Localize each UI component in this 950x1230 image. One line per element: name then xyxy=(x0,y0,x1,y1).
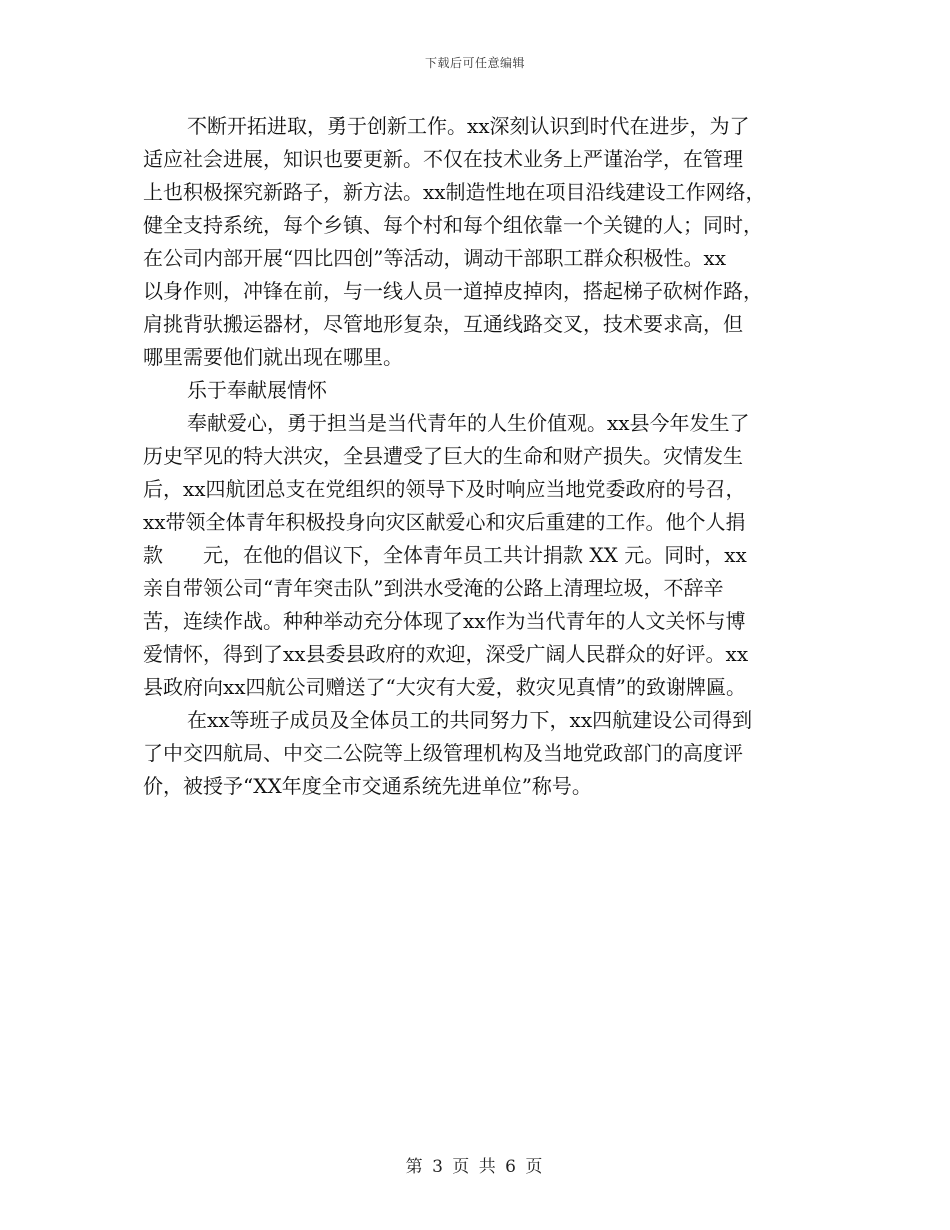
text-line: 后，xx四航团总支在党组织的领导下及时响应当地党委政府的号召， xyxy=(143,477,746,501)
text-line: 上也积极探究新路子，新方法。xx制造性地在项目沿线建设工作网络， xyxy=(143,180,766,204)
page-footer: 第 3 页 共 6 页 xyxy=(405,1157,545,1177)
text-line: 历史罕见的特大洪灾，全县遭受了巨大的生命和财产损失。灾情发生 xyxy=(143,444,743,468)
text-line: 哪里需要他们就出现在哪里。 xyxy=(143,345,403,369)
text-line: 在xx等班子成员及全体员工的共同努力下，xx四航建设公司得到 xyxy=(187,708,753,732)
text-line: 以身作则，冲锋在前，与一线人员一道掉皮掉肉，搭起梯子砍树作路， xyxy=(143,279,763,303)
text-line: xx带领全体青年积极投身向灾区献爱心和灾后重建的工作。他个人捐 xyxy=(143,510,746,534)
text-line: 价，被授予“XX年度全市交通系统先进单位”称号。 xyxy=(143,774,592,798)
text-line: 苦，连续作战。种种举动充分体现了xx作为当代青年的人文关怀与博 xyxy=(143,609,746,633)
text-line: 奉献爱心，勇于担当是当代青年的人生价值观。xx县今年发生了 xyxy=(187,411,750,435)
text-line: 肩挑背驮搬运器材，尽管地形复杂，互通线路交叉，技术要求高，但 xyxy=(143,312,743,336)
text-line: 乐于奉献展情怀 xyxy=(187,378,327,402)
text-line: 爱情怀，得到了xx县委县政府的欢迎，深受广阔人民群众的好评。xx xyxy=(143,642,749,666)
text-line: 健全支持系统，每个乡镇、每个村和每个组依靠一个关键的人；同时， xyxy=(143,213,763,237)
text-line: 在公司内部开展“四比四创”等活动，调动干部职工群众积极性。xx xyxy=(143,246,727,270)
text-line: 适应社会进展，知识也要更新。不仅在技术业务上严谨治学，在管理 xyxy=(143,147,743,171)
text-line: 县政府向xx四航公司赠送了“大灾有大爱，救灾见真情”的致谢牌匾。 xyxy=(143,675,747,699)
header-note: 下载后可任意编辑 xyxy=(424,56,525,70)
text-line: 款 元，在他的倡议下，全体青年员工共计捐款 XX 元。同时，xx xyxy=(143,543,747,567)
document-body xyxy=(143,110,815,803)
text-line: 了中交四航局、中交二公院等上级管理机构及当地党政部门的高度评 xyxy=(143,741,743,765)
text-line: 亲自带领公司“青年突击队”到洪水受淹的公路上清理垃圾，不辞辛 xyxy=(143,576,724,600)
text-line: 不断开拓进取，勇于创新工作。xx深刻认识到时代在进步，为了 xyxy=(187,114,750,138)
